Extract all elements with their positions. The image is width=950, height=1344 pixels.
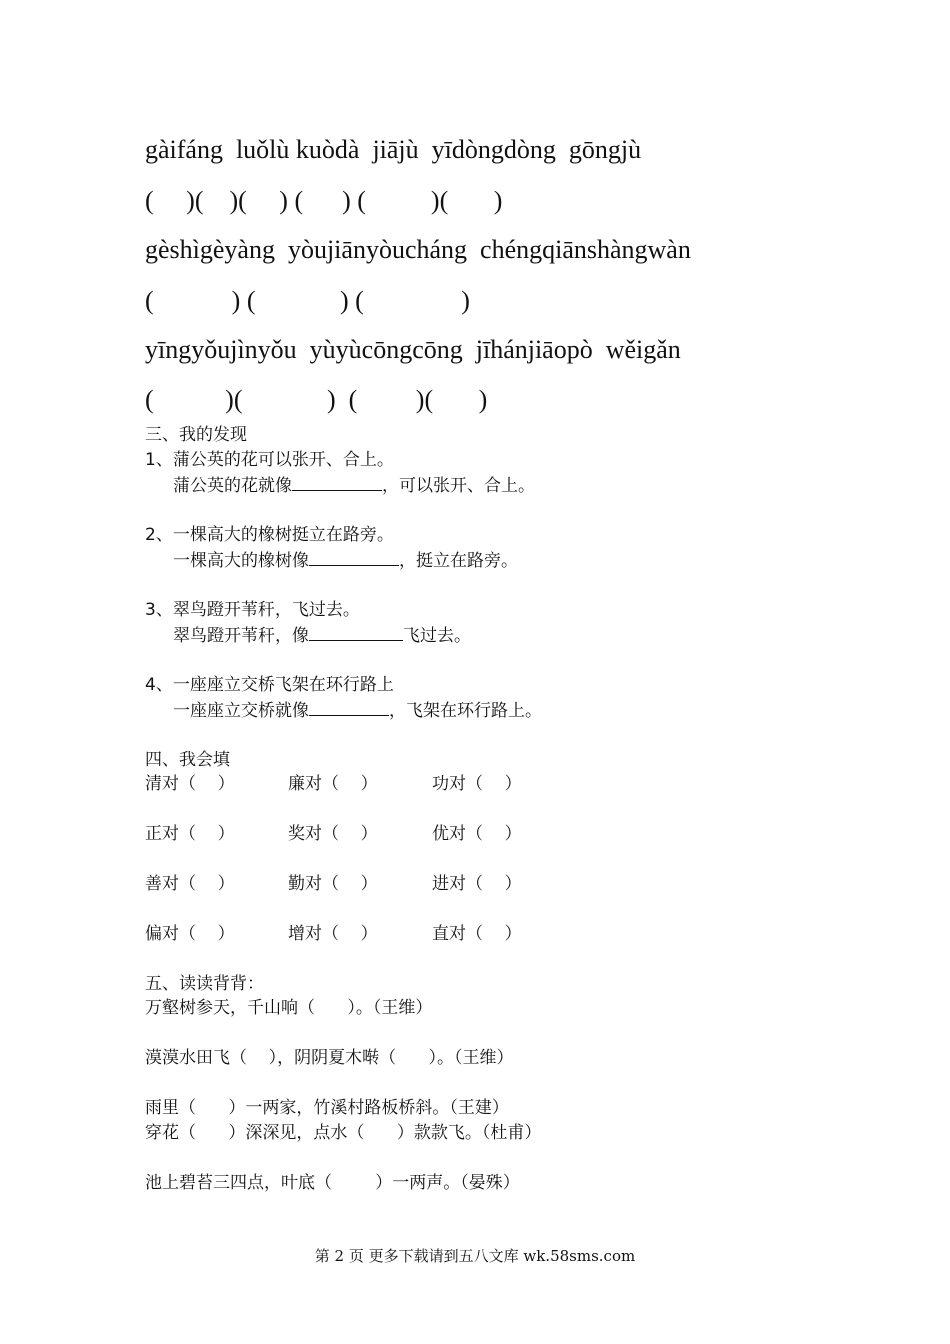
poem-line: 万壑树参天，千山响（ ）。（王维） [145, 998, 433, 1018]
antonym-item: 增对（ ） [288, 924, 378, 944]
discovery-item-1-original: 1、蒲公英的花可以张开、合上。 [145, 450, 394, 470]
discovery-item-3-prefix: 翠鸟蹬开苇秆，像 [173, 626, 309, 646]
discovery-item-1-rewrite [173, 474, 535, 497]
antonym-item: 善对（ ） [145, 874, 235, 894]
answer-parentheses-2: ( ) ( ) ( ) [145, 286, 470, 315]
antonym-item: 偏对（ ） [145, 924, 235, 944]
pinyin-line-3: yīngyǒujìnyǒu yùyùcōngcōng jīhánjiāopò wěigǎn [145, 335, 681, 364]
section-3-title: 三、我的发现 [145, 425, 247, 445]
answer-blank[interactable] [292, 474, 382, 491]
answer-blank[interactable] [309, 624, 403, 641]
discovery-item-2-rewrite [173, 549, 518, 572]
antonym-item: 功对（ ） [432, 774, 522, 794]
antonym-item: 清对（ ） [145, 774, 235, 794]
answer-blank[interactable] [309, 549, 399, 566]
pinyin-line-1: gàifáng luǒlù kuòdà jiājù yīdòngdòng gōngjù [145, 135, 642, 164]
antonym-item: 优对（ ） [432, 824, 522, 844]
antonym-item: 直对（ ） [432, 924, 522, 944]
discovery-item-2-prefix: 一棵高大的橡树像 [173, 551, 309, 571]
antonym-item: 奖对（ ） [288, 824, 378, 844]
discovery-item-1-prefix: 蒲公英的花就像 [173, 476, 292, 496]
page-footer: 第 2 页 更多下载请到五八文库 wk.58sms.com [314, 1247, 636, 1265]
section-5-title: 五、读读背背： [145, 974, 264, 994]
poem-line: 池上碧苔三四点，叶底（ ）一两声。（晏殊） [145, 1173, 520, 1193]
antonym-item: 进对（ ） [432, 874, 522, 894]
antonym-item: 廉对（ ） [288, 774, 378, 794]
discovery-item-4-prefix: 一座座立交桥就像 [173, 701, 309, 721]
discovery-item-4-original: 4、一座座立交桥飞架在环行路上 [145, 675, 394, 695]
discovery-item-4-rewrite [173, 699, 542, 722]
antonym-item: 正对（ ） [145, 824, 235, 844]
discovery-item-3-rewrite [173, 624, 471, 647]
answer-blank[interactable] [309, 699, 389, 716]
section-4-title: 四、我会填 [145, 750, 230, 770]
antonym-item: 勤对（ ） [288, 874, 378, 894]
poem-line: 穿花（ ）深深见，点水（ ）款款飞。（杜甫） [145, 1123, 542, 1143]
pinyin-line-2: gèshìgèyàng yòujiānyòucháng chéngqiānshàngwàn [145, 235, 691, 264]
answer-parentheses-1: ( )( )( ) ( ) ( )( ) [145, 186, 503, 215]
answer-parentheses-3: ( )( ) ( )( ) [145, 385, 488, 414]
discovery-item-3-suffix: 飞过去。 [403, 626, 471, 646]
poem-line: 漠漠水田飞（ ），阴阴夏木啭（ ）。（王维） [145, 1048, 514, 1068]
poem-line: 雨里（ ）一两家，竹溪村路板桥斜。（王建） [145, 1098, 509, 1118]
discovery-item-4-suffix: ，飞架在环行路上。 [389, 701, 542, 721]
discovery-item-2-original: 2、一棵高大的橡树挺立在路旁。 [145, 525, 394, 545]
discovery-item-2-suffix: ，挺立在路旁。 [399, 551, 518, 571]
discovery-item-1-suffix: ，可以张开、合上。 [382, 476, 535, 496]
discovery-item-3-original: 3、翠鸟蹬开苇秆，飞过去。 [145, 600, 360, 620]
